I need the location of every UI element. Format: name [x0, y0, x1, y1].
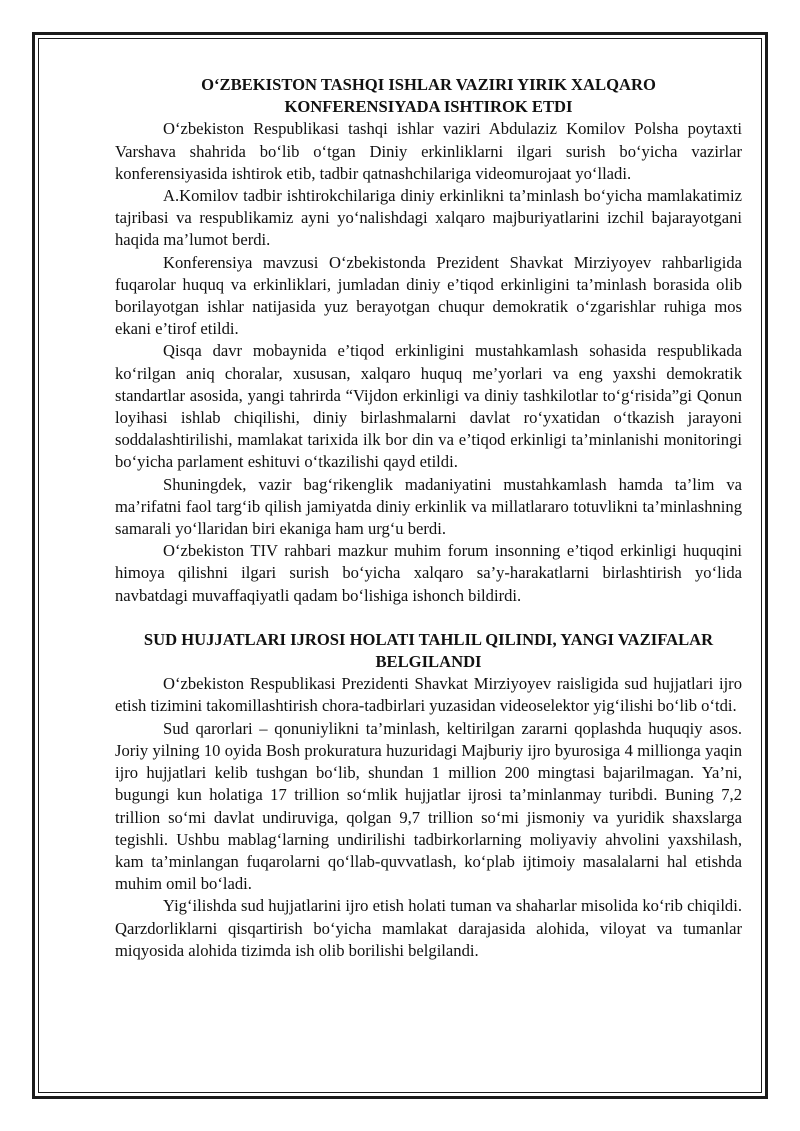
paragraph: Shuningdek, vazir bag‘rikenglik madaniyatini mustahkamlash hamda ta’lim va ma’rifatni faol targ‘ib qilish jamiyatda diniy erkinlik va millatlararo totuvlikni ta’minlashning samarali yo‘llaridan biri ekaniga ham urg‘u berdi. — [115, 474, 742, 539]
paragraph: O‘zbekiston TIV rahbari mazkur muhim forum insonning e’tiqod erkinligi huquqini himoya qilishni ilgari surish bo‘yicha xalqaro sa’y-harakatlarni birlashtirish yo‘lida navbatdagi muvaffaqiyatli qadam bo‘lishiga ishonch bildirdi. — [115, 541, 742, 605]
article-court-documents — [115, 629, 742, 962]
paragraph: O‘zbekiston Respublikasi Prezidenti Shavkat Mirziyoyev raisligida sud hujjatlari ijro etish tizimini takomillashtirish chora-tadbirlari yuzasidan videoselektor yig‘ilishi bo‘lib o‘tdi. — [115, 674, 742, 716]
paragraph: Qisqa davr mobaynida e’tiqod erkinligini mustahkamlash sohasida respublikada ko‘rilgan aniq choralar, xususan, xalqaro huquq me’yorlari va eng yaxshi demokratik standartlar asosida, yangi tahrirda “Vijdon erkinligi va diniy tashkilotlar to‘g‘risida”gi Qonun loyihasi ishlab chiqilishi, diniy birlashmalarni davlat ro‘yxatidan o‘tkazish jarayoni soddalashtirilishi, mamlakat tarixida ilk bor din va e’tiqod erkinligi ta’minlanishi monitoringi bo‘yicha parlament eshituvi o‘tkazilishi qayd etildi. — [115, 341, 742, 472]
article-foreign-minister — [115, 74, 742, 607]
document-body — [115, 74, 742, 962]
paragraph: O‘zbekiston Respublikasi tashqi ishlar vaziri Abdulaziz Komilov Polsha poytaxti Varshava shahrida bo‘lib o‘tgan Diniy erkinliklarni ilgari surish bo‘yicha vazirlar konferensiyasida ishtirok etib, tadbir qatnashchilariga videomurojaat yo‘lladi. — [115, 119, 742, 183]
paragraph: A.Komilov tadbir ishtirokchilariga diniy erkinlikni ta’minlash bo‘yicha mamlakatimiz tajribasi va respublikamiz ayni yo‘nalishdagi xalqaro majburiyatlarini izchil bajarayotgani haqida ma’lumot berdi. — [115, 186, 742, 250]
paragraph: Sud qarorlari – qonuniylikni ta’minlash, keltirilgan zararni qoplashda huquqiy asos. Joriy yilning 10 oyida Bosh prokuratura huzuridagi Majburiy ijro byurosiga 4 millionga yaqin ijro hujjatlari kelib tushgan bo‘lib, shundan 1 million 200 mingtasi bajarilmagan. Ya’ni, bugungi kun holatiga 17 trillion so‘mlik hujjatlar ijrosi ta’minlanmay turibdi. Buning 7,2 trillion so‘mi davlat undiruviga, qolgan 9,7 trillion so‘mi jismoniy va yuridik shaxslarga tegishli. Ushbu mablag‘larning undirilishi tadbirkorlarning moliyaviy ahvolini yaxshilash, kam ta’minlangan fuqarolarni qo‘llab-quvvatlash, ko‘plab ijtimoiy masalalarni hal etishda muhim omil bo‘ladi. — [115, 718, 742, 894]
paragraph: Yig‘ilishda sud hujjatlarini ijro etish holati tuman va shaharlar misolida ko‘rib chiqildi. Qarzdorliklarni qisqartirish bo‘yicha mamlakat darajasida alohida, viloyat va tumanlar miqyosida alohida tizimda ish olib borilishi belgilandi. — [115, 896, 742, 960]
article-title: SUD HUJJATLARI IJROSI HOLATI TAHLIL QILINDI, YANGI VAZIFALAR BELGILANDI — [143, 629, 714, 672]
paragraph: Konferensiya mavzusi O‘zbekistonda Prezident Shavkat Mirziyoyev rahbarligida fuqarolar huquq va erkinliklari, jumladan diniy e’tiqod erkinligini ta’minlash borasida olib borilayotgan ishlar natijasida yuz berayotgan chuqur demokratik o‘zgarishlar ruhiga mos ekani e’tirof etildi. — [115, 252, 742, 339]
article-title: O‘ZBEKISTON TASHQI ISHLAR VAZIRI YIRIK XALQARO KONFERENSIYADA ISHTIROK ETDI — [201, 75, 656, 117]
